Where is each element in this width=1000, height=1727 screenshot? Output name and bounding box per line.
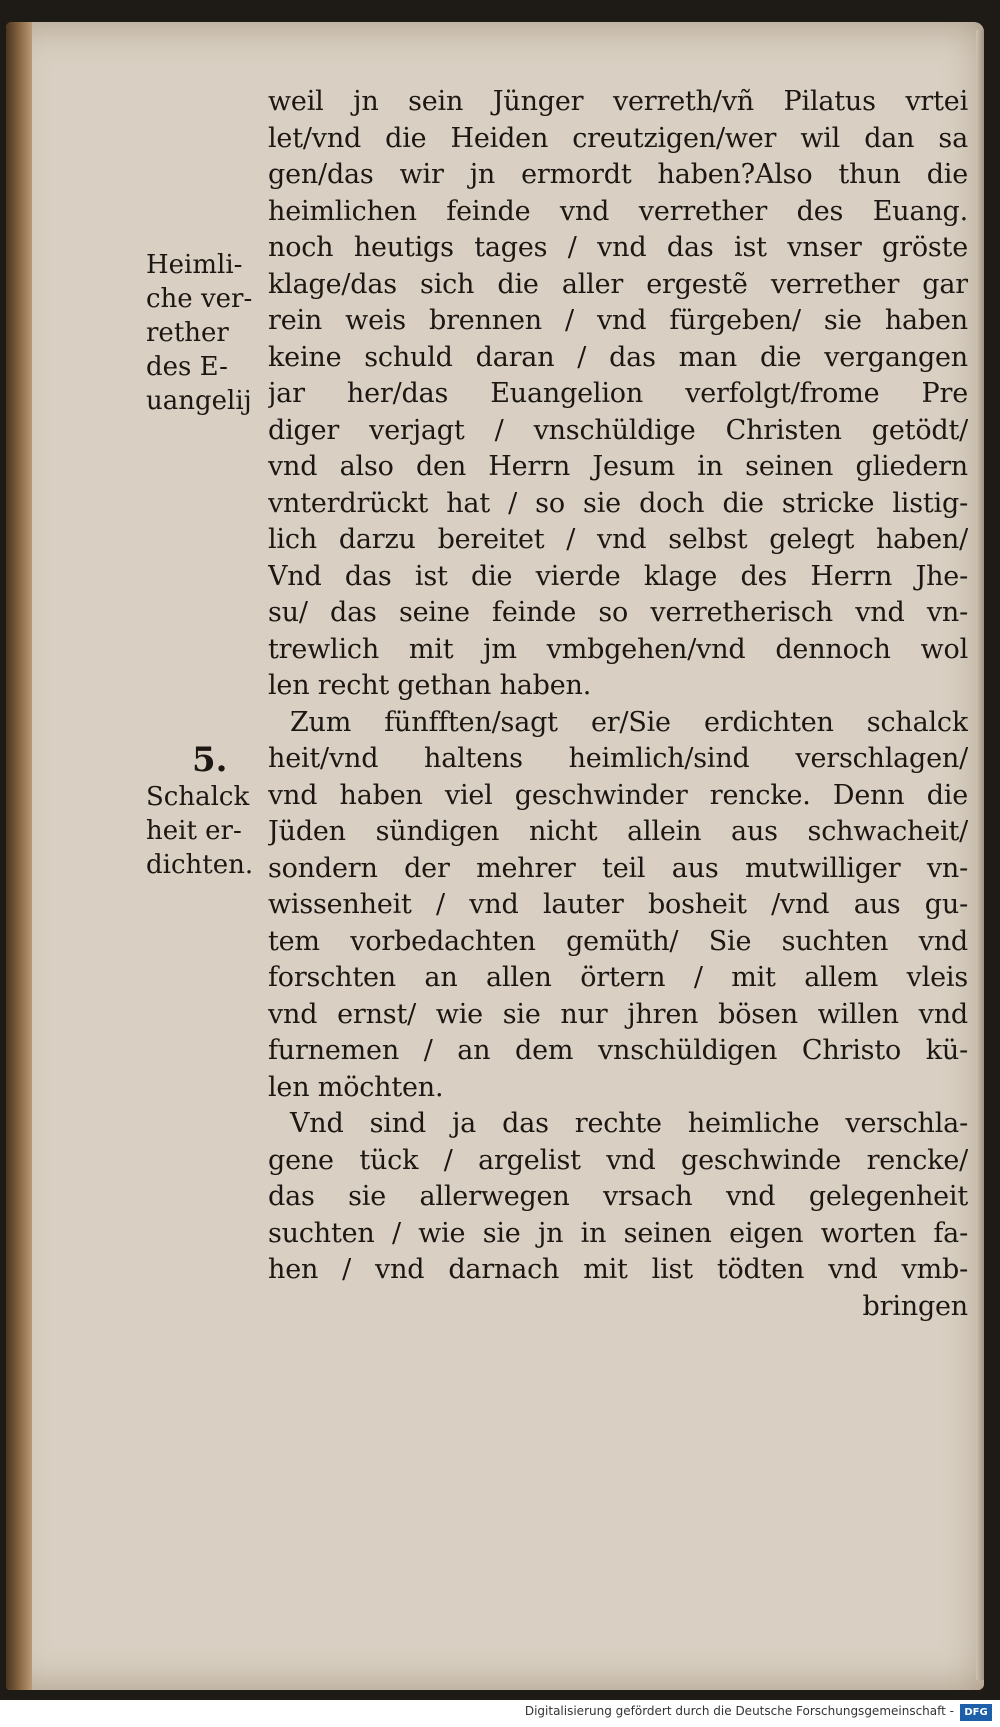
text-line: furnemen / an dem vnschüldigen Christo kü- — [268, 1035, 968, 1066]
text-line: weil jn sein Jünger verreth/vñ Pilatus vrtei — [268, 86, 968, 117]
page-edge — [976, 30, 984, 1680]
margin-note-line: dichten. — [146, 850, 254, 880]
text-line: diger verjagt / vnschüldige Christen getödt/ — [268, 414, 968, 446]
margin-note-line: uangelij — [146, 386, 252, 416]
text-line: jar her/das Euangelion verfolgt/frome Pre — [268, 378, 968, 409]
text-line: klage/das sich die aller ergestẽ verrether gar — [268, 268, 968, 300]
text-line: lich darzu bereitet / vnd selbst gelegt haben/ — [268, 524, 968, 555]
section-number: 5. — [192, 740, 228, 780]
text-line: heimlichen feinde vnd verrether des Euang. — [268, 195, 968, 227]
margin-note-line: des E- — [146, 352, 228, 382]
text-line: vnterdrückt hat / so sie doch die stricke listig- — [268, 487, 968, 519]
text-line: tem vorbedachten gemüth/ Sie suchten vnd — [268, 925, 968, 957]
margin-note-heimliche-verrether — [146, 248, 276, 418]
margin-note-schalckheit — [146, 740, 276, 882]
text-line: len möchten. — [268, 1071, 444, 1103]
text-line: keine schuld daran / das man die vergangen — [268, 341, 968, 373]
margin-note-line: Heimli- — [146, 250, 243, 280]
text-line: Vnd das ist die vierde klage des Herrn Jhe- — [268, 560, 968, 592]
text-line: trewlich mit jm vmbgehen/vnd dennoch wol — [268, 633, 968, 665]
text-line: vnd also den Herrn Jesum in seinen gliedern — [268, 451, 968, 482]
text-line: len recht gethan haben. — [268, 670, 592, 701]
text-line: hen / vnd darnach mit list tödten vnd vmb- — [268, 1254, 968, 1285]
text-line: let/vnd die Heiden creutzigen/wer wil dan sa — [268, 122, 968, 154]
catchword: bringen — [862, 1290, 968, 1322]
text-line: das sie allerwegen vrsach vnd gelegenheit — [268, 1181, 968, 1212]
text-line: vnd haben viel geschwinder rencke. Denn die — [268, 779, 968, 811]
text-line: noch heutigs tages / vnd das ist vnser gröste — [268, 232, 968, 263]
main-text-block — [268, 84, 968, 1325]
text-line: wissenheit / vnd lauter bosheit /vnd aus gu- — [268, 889, 968, 920]
text-line: vnd ernst/ wie sie nur jhren bösen willen vnd — [268, 998, 968, 1030]
text-line: Zum fünfften/sagt er/Sie erdichten schalck — [290, 706, 968, 738]
text-line: sondern der mehrer teil aus mutwilliger vn- — [268, 852, 968, 884]
dfg-logo: DFG — [960, 1704, 992, 1721]
text-line: forschten an allen örtern / mit allem vleis — [268, 962, 968, 993]
margin-note-line: rether — [146, 318, 229, 348]
text-line: su/ das seine feinde so verretherisch vnd vn- — [268, 597, 968, 628]
text-line: suchten / wie sie jn in seinen eigen worten fa- — [268, 1217, 968, 1249]
margin-note-line: Schalck — [146, 782, 250, 812]
text-line: Jüden sündigen nicht allein aus schwacheit/ — [268, 816, 968, 847]
text-line: gen/das wir jn ermordt haben?Also thun die — [268, 159, 968, 190]
text-line: heit/vnd haltens heimlich/sind verschlagen/ — [268, 743, 968, 774]
margin-note-line: che ver- — [146, 284, 253, 314]
margin-note-line: heit er- — [146, 816, 242, 846]
footer-credit: Digitalisierung gefördert durch die Deutsche Forschungsgemeinschaft - — [524, 1704, 954, 1718]
text-line: gene tück / argelist vnd geschwinde rencke/ — [268, 1144, 968, 1176]
book-spine — [6, 22, 32, 1690]
footer-bar — [0, 1700, 1000, 1727]
text-line: Vnd sind ja das rechte heimliche verschla- — [290, 1108, 968, 1139]
text-line: rein weis brennen / vnd fürgeben/ sie haben — [268, 305, 968, 336]
